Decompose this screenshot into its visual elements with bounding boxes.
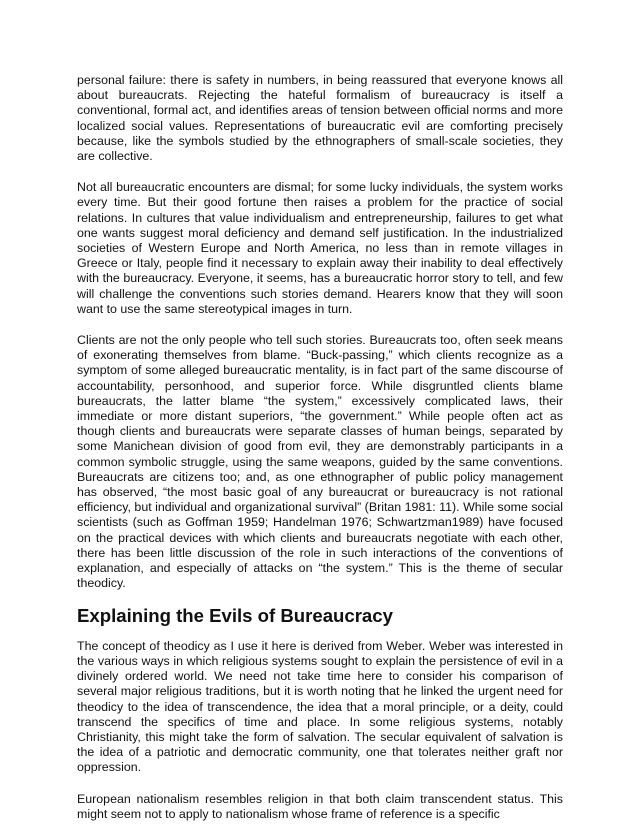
paragraph-collective-evil: personal failure: there is safety in numbers, in being reassured that everyone knows all about bureaucrats. Rejecting the hateful formalism of bureaucracy is itself a conventional, formal act, and identifies areas of tension between official norms and more localized social values. Representations of bureaucratic evil are comforting precisely because, like the symbols studied by the ethnographers of small-scale societies, they are collective. (77, 73, 563, 164)
document-page (77, 73, 563, 838)
paragraph-buck-passing: Clients are not the only people who tell such stories. Bureaucrats too, often seek means of exonerating themselves from blame. “Buck-passing,” which clients recognize as a symptom of some alleged bureaucratic mentality, is in fact part of the same discourse of accountability, personhood, and superior force. While disgruntled clients blame bureaucrats, the latter blame “the system,” excessively complicated laws, their immediate or more distant superiors, “the government.” While people often act as though clients and bureaucrats were separate classes of human beings, separated by some Manichean division of good from evil, they are demonstrably participants in a common symbolic struggle, using the same weapons, guided by the same conventions. Bureaucrats are citizens too; and, as one ethnographer of public policy management has observed, “the most basic goal of any bureaucrat or bureaucracy is not rational efficiency, but individual and organizational survival” (Britan 1981: 11). While some social scientists (such as Goffman 1959; Handelman 1976; Schwartzman1989) have focused on the practical devices with which clients and bureaucrats negotiate with each other, there has been little discussion of the role in such interactions of the conventions of explanation, and especially of attacks on “the system.” This is the theme of secular theodicy. (77, 333, 563, 591)
paragraph-theodicy: The concept of theodicy as I use it here is derived from Weber. Weber was interested in the various ways in which religious systems sought to explain the persistence of evil in a divinely ordered world. We need not take time here to consider his comparison of several major religious traditions, but it is worth noting that he linked the urgent need for theodicy to the idea of transcendence, the idea that a moral principle, or a deity, could transcend the specifics of time and place. In some religious systems, notably Christianity, this might take the form of salvation. The secular equivalent of salvation is the idea of a patriotic and democratic community, one that tolerates neither graft nor oppression. (77, 638, 563, 775)
section-heading: Explaining the Evils of Bureaucracy (77, 604, 393, 626)
paragraph-bureaucratic-encounters: Not all bureaucratic encounters are dismal; for some lucky individuals, the system works every time. But their good fortune then raises a problem for the practice of social relations. In cultures that value individualism and entrepreneurship, failures to get what one wants suggest moral deficiency and demand self justification. In the industrialized societies of Western Europe and North America, no less than in remote villages in Greece or Italy, people find it necessary to explain away their inability to deal effectively with the bureaucracy. Everyone, it seems, has a bureaucratic horror story to tell, and few will challenge the conventions such stories demand. Hearers know that they will soon want to use the same stereotypical images in turn. (77, 180, 563, 316)
paragraph-nationalism: European nationalism resembles religion in that both claim transcendent status. This might seem not to apply to nationalism whose frame of reference is a specific (77, 791, 563, 821)
